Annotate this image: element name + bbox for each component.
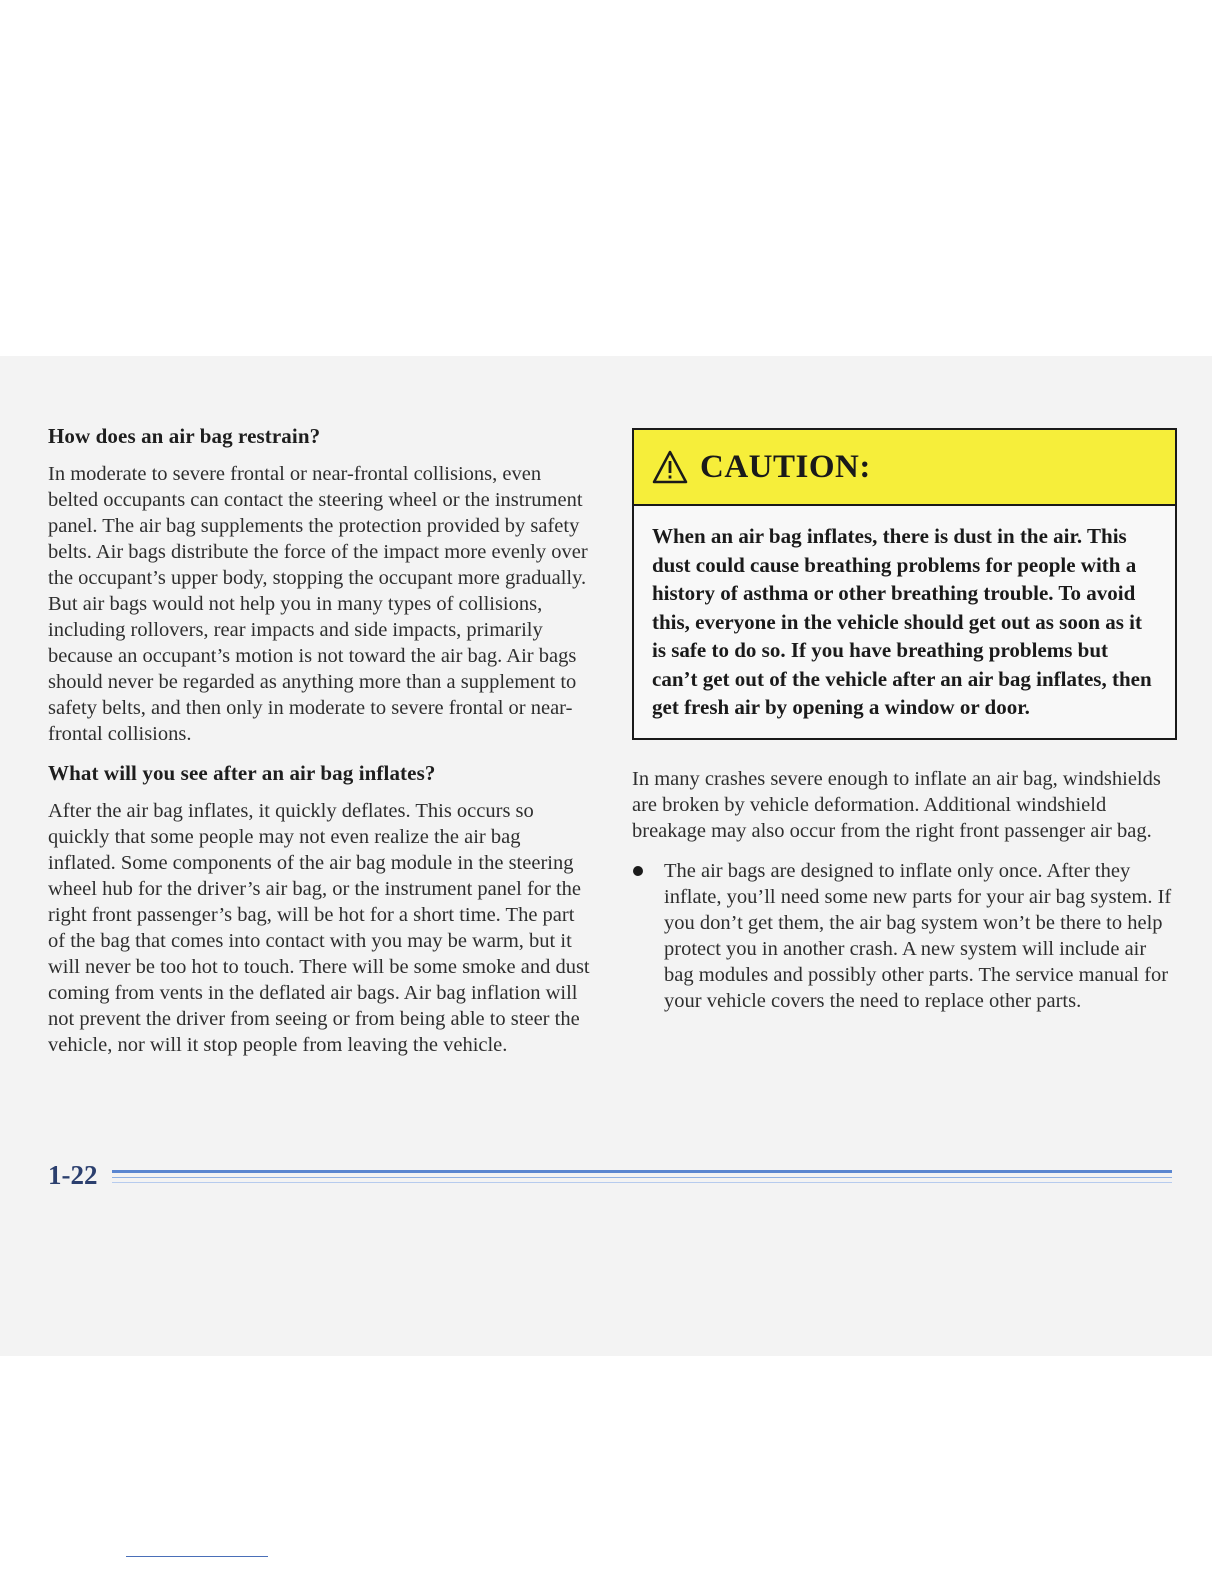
- paragraph-restrain: In moderate to severe frontal or near-frontal collisions, even belted occupants can contact the steering wheel or the instrument panel. The air bag supplements the protection provided by safety belts. Air bags distribute the force of the impact more evenly over the occupant’s upper body, stopping the occupant more gradually. But air bags would not help you in many types of collisions, including rollovers, rear impacts and side impacts, primarily because an occupant’s motion is not toward the air bag. Air bags should never be regarded as anything more than a supplement to safety belts, and then only in moderate to severe frontal or near-frontal collisions.: [48, 463, 588, 745]
- left-column: [48, 424, 593, 1072]
- right-column: [632, 428, 1177, 1014]
- heading-after-inflation: What will you see after an air bag inflates?: [48, 761, 436, 785]
- footer-rule-thin: [112, 1177, 1172, 1178]
- caution-title: CAUTION:: [700, 448, 871, 485]
- bottom-edge-mark: [126, 1556, 268, 1557]
- paragraph-after-inflation: After the air bag inflates, it quickly deflates. This occurs so quickly that some people may not even realize the air bag inflated. Some components of the air bag module in the steering wheel hub for the driver’s air bag, or the instrument panel for the right front passenger’s bag, will be hot for a short time. The part of the bag that comes into contact with you may be warm, but it will never be too hot to touch. There will be some smoke and dust coming from vents in the deflated air bags. Air bag inflation will not prevent the driver from seeing or from being able to steer the vehicle, nor will it stop people from leaving the vehicle.: [48, 800, 590, 1056]
- list-item: [632, 858, 1177, 1014]
- caution-text: When an air bag inflates, there is dust in the air. This dust could cause breathing problems for people with a history of asthma or other breathing trouble. To avoid this, everyone in the vehicle should get out as soon as it is safe to do so. If you have breathing problems but can’t get out of the vehicle after an air bag inflates, then get fresh air by opening a window or door.: [652, 524, 1152, 719]
- page-footer: [48, 1160, 1174, 1196]
- caution-header: [634, 430, 1175, 506]
- bullet-list: [632, 858, 1177, 1014]
- bullet-icon: [633, 866, 643, 876]
- bullet-text: The air bags are designed to inflate only once. After they inflate, you’ll need some new parts for your air bag system. If you don’t get them, the air bag system won’t be there to help protect you in another crash. A new system will include air bag modules and possibly other parts. The service manual for your vehicle covers the need to replace other parts.: [664, 859, 1172, 1012]
- footer-rule: [112, 1170, 1172, 1173]
- page-number: 1-22: [48, 1160, 98, 1190]
- footer-rule-thin-secondary: [112, 1182, 1172, 1183]
- paragraph-windshield: In many crashes severe enough to inflate an air bag, windshields are broken by vehicle deformation. Additional windshield breakage may also occur from the right front passenger air bag.: [632, 767, 1161, 842]
- caution-box: [632, 428, 1177, 740]
- heading-how-air-bag-restrains: How does an air bag restrain?: [48, 424, 321, 448]
- warning-triangle-icon: [652, 450, 688, 484]
